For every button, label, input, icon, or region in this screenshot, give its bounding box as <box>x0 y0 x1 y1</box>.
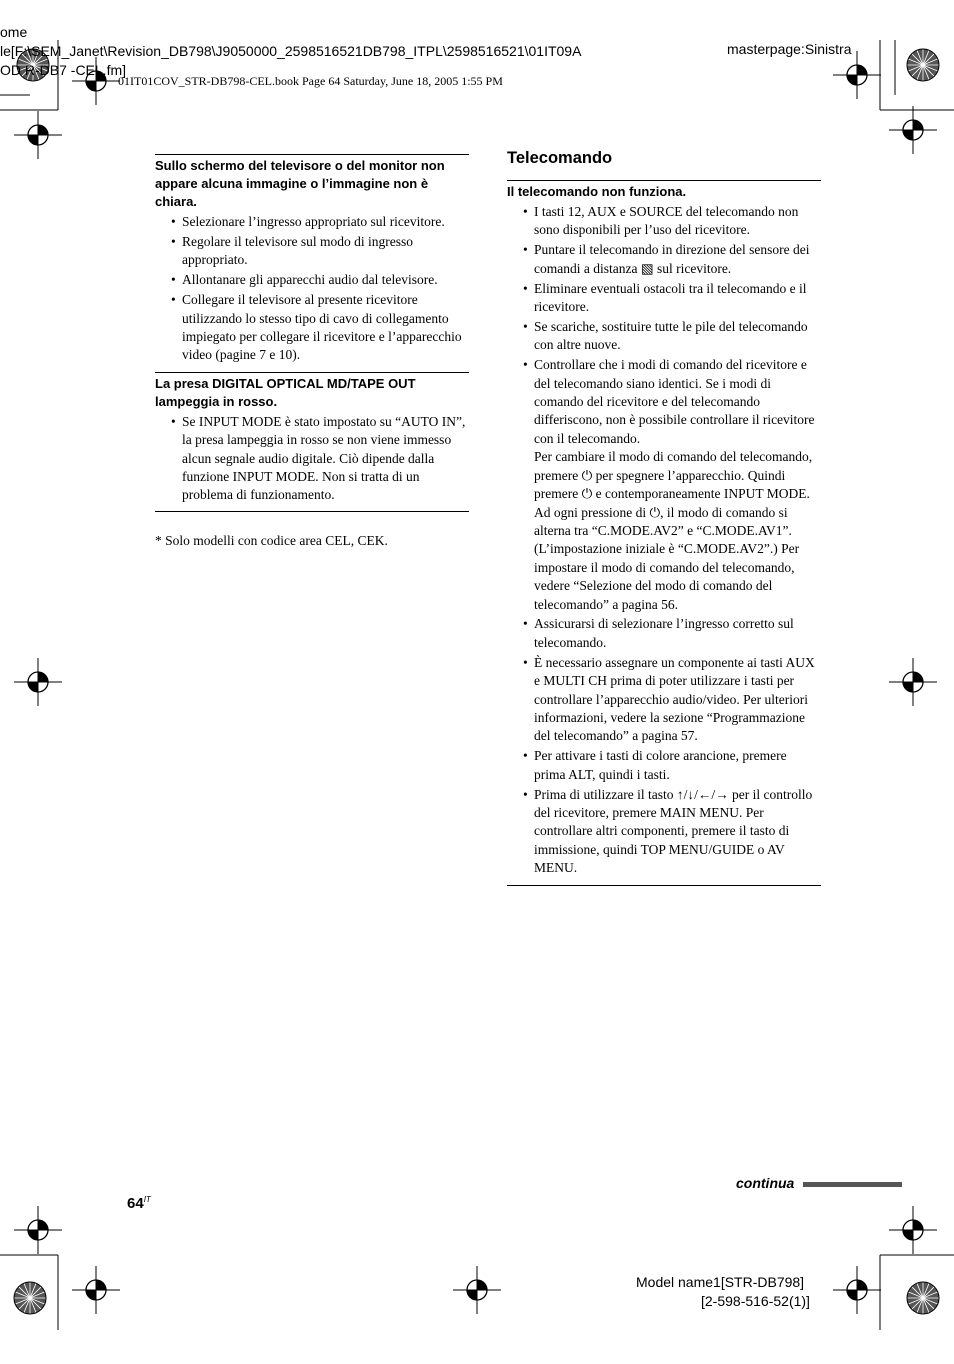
model-name: Model name1[STR-DB798] <box>636 1274 805 1290</box>
continua-label: continua <box>736 1175 795 1191</box>
list-item: • Prima di utilizzare il tasto ↑/↓/←/→ per il controllo del ricevitore, premere MAIN MENU. Per controllare altri componenti, premere il tasto di immissione, quindi TOP MENU/GUIDE o AV MENU. <box>507 786 821 878</box>
section1 <box>155 154 469 365</box>
list-item: • È necessario assegnare un componente ai tasti AUX e MULTI CH prima di poter utilizzare i tasti per controllare l’apparecchio audio/video. Per ulteriori informazioni, vedere la sezione “Programmazione del telecomando” a pagina 57. <box>507 654 821 746</box>
file-path-line3: OD R-DB7 -CEL.fm] <box>0 62 127 78</box>
section2-heading: La presa DIGITAL OPTICAL MD/TAPE OUT lampeggia in rosso. <box>155 375 416 409</box>
model-code: [2-598-516-52(1)] <box>701 1293 810 1309</box>
masterpage-label: masterpage:Sinistra <box>727 41 852 57</box>
section-title: Telecomando <box>507 149 613 167</box>
list-item: • Se scariche, sostituire tutte le pile del telecomando con altre nuove. <box>507 318 821 355</box>
page-suffix: IT <box>143 1195 151 1204</box>
list-item: • Eliminare eventuali ostacoli tra il telecomando e il ricevitore. <box>507 280 821 317</box>
section2 <box>155 372 469 505</box>
section1-heading: Sullo schermo del televisore o del monitor non appare alcuna immagine o l’immagine non è chiara. <box>155 158 445 209</box>
list-item: • Se INPUT MODE è stato impostato su “AUTO IN”, la presa lampeggia in rosso se non viene immesso alcun segnale audio digitale. Ciò dipende dalla funzione INPUT MODE. Non si tratta di un problema di funzionamento. <box>155 413 469 505</box>
footnote: * Solo modelli con codice area CEL, CEK. <box>155 532 388 548</box>
right-column <box>507 148 821 886</box>
list-item: • Selezionare l’ingresso appropriato sul ricevitore. <box>155 213 469 231</box>
list-item-text: Controllare che i modi di comando del ricevitore e del telecomando siano identici. Se i modi di comando del ricevitore e del telecomando differiscono, non è possibile controllare il ricevitore con il telecomando. <box>534 357 815 446</box>
subsection <box>507 180 821 878</box>
page-number-value: 64 <box>127 1195 144 1212</box>
list-item: • I tasti 12, AUX e SOURCE del telecomando non sono disponibili per l’uso del ricevitore. <box>507 203 821 240</box>
page-number <box>127 1195 151 1212</box>
section2-list <box>155 413 469 505</box>
subsection-end-rule <box>507 885 821 886</box>
left-column <box>155 154 469 550</box>
troubleshoot-list <box>507 203 821 878</box>
list-item: • Collegare il televisore al presente ricevitore utilizzando lo stesso tipo di cavo di collegamento impiegato per collegare il ricevitore e l’apparecchio video (pagine 7 e 10). <box>155 291 469 365</box>
section1-list <box>155 213 469 365</box>
file-path-line2: le[F:\SEM_Janet\Revision_DB798\J9050000_2598516521DB798_ITPL\2598516521\01IT09A <box>0 43 582 59</box>
list-item: • Per attivare i tasti di colore arancione, premere prima ALT, quindi i tasti. <box>507 747 821 784</box>
file-path-line1: ome <box>0 24 28 40</box>
book-info: 01IT01COV_STR-DB798-CEL.book Page 64 Saturday, June 18, 2005 1:55 PM <box>118 74 503 88</box>
section2-end-rule <box>155 511 469 512</box>
list-item: • Assicurarsi di selezionare l’ingresso corretto sul telecomando. <box>507 615 821 652</box>
subsection-heading: Il telecomando non funziona. <box>507 184 687 199</box>
list-item: • Regolare il televisore sul modo di ingresso appropriato. <box>155 233 469 270</box>
mode-paragraph: Per cambiare il modo di comando del telecomando, premere ⏻ per spegnere l’apparecchio. Quindi premere ⏻ e contemporaneamente INPUT MODE. Ad ogni pressione di ⏻, il modo di comando si alterna tra “C.MODE.AV2” e “C.MODE.AV1”. (L’impostazione iniziale è “C.MODE.AV2”.) Per impostare il modo di comando del telecomando, vedere “Selezione del modo di comando del telecomando” a pagina 56. <box>534 449 813 612</box>
list-item: • Allontanare gli apparecchi audio dal televisore. <box>155 271 469 289</box>
continua-bar <box>803 1182 902 1187</box>
list-item <box>507 356 821 614</box>
list-item: • Puntare il telecomando in direzione del sensore dei comandi a distanza ▧ sul ricevitore. <box>507 241 821 278</box>
